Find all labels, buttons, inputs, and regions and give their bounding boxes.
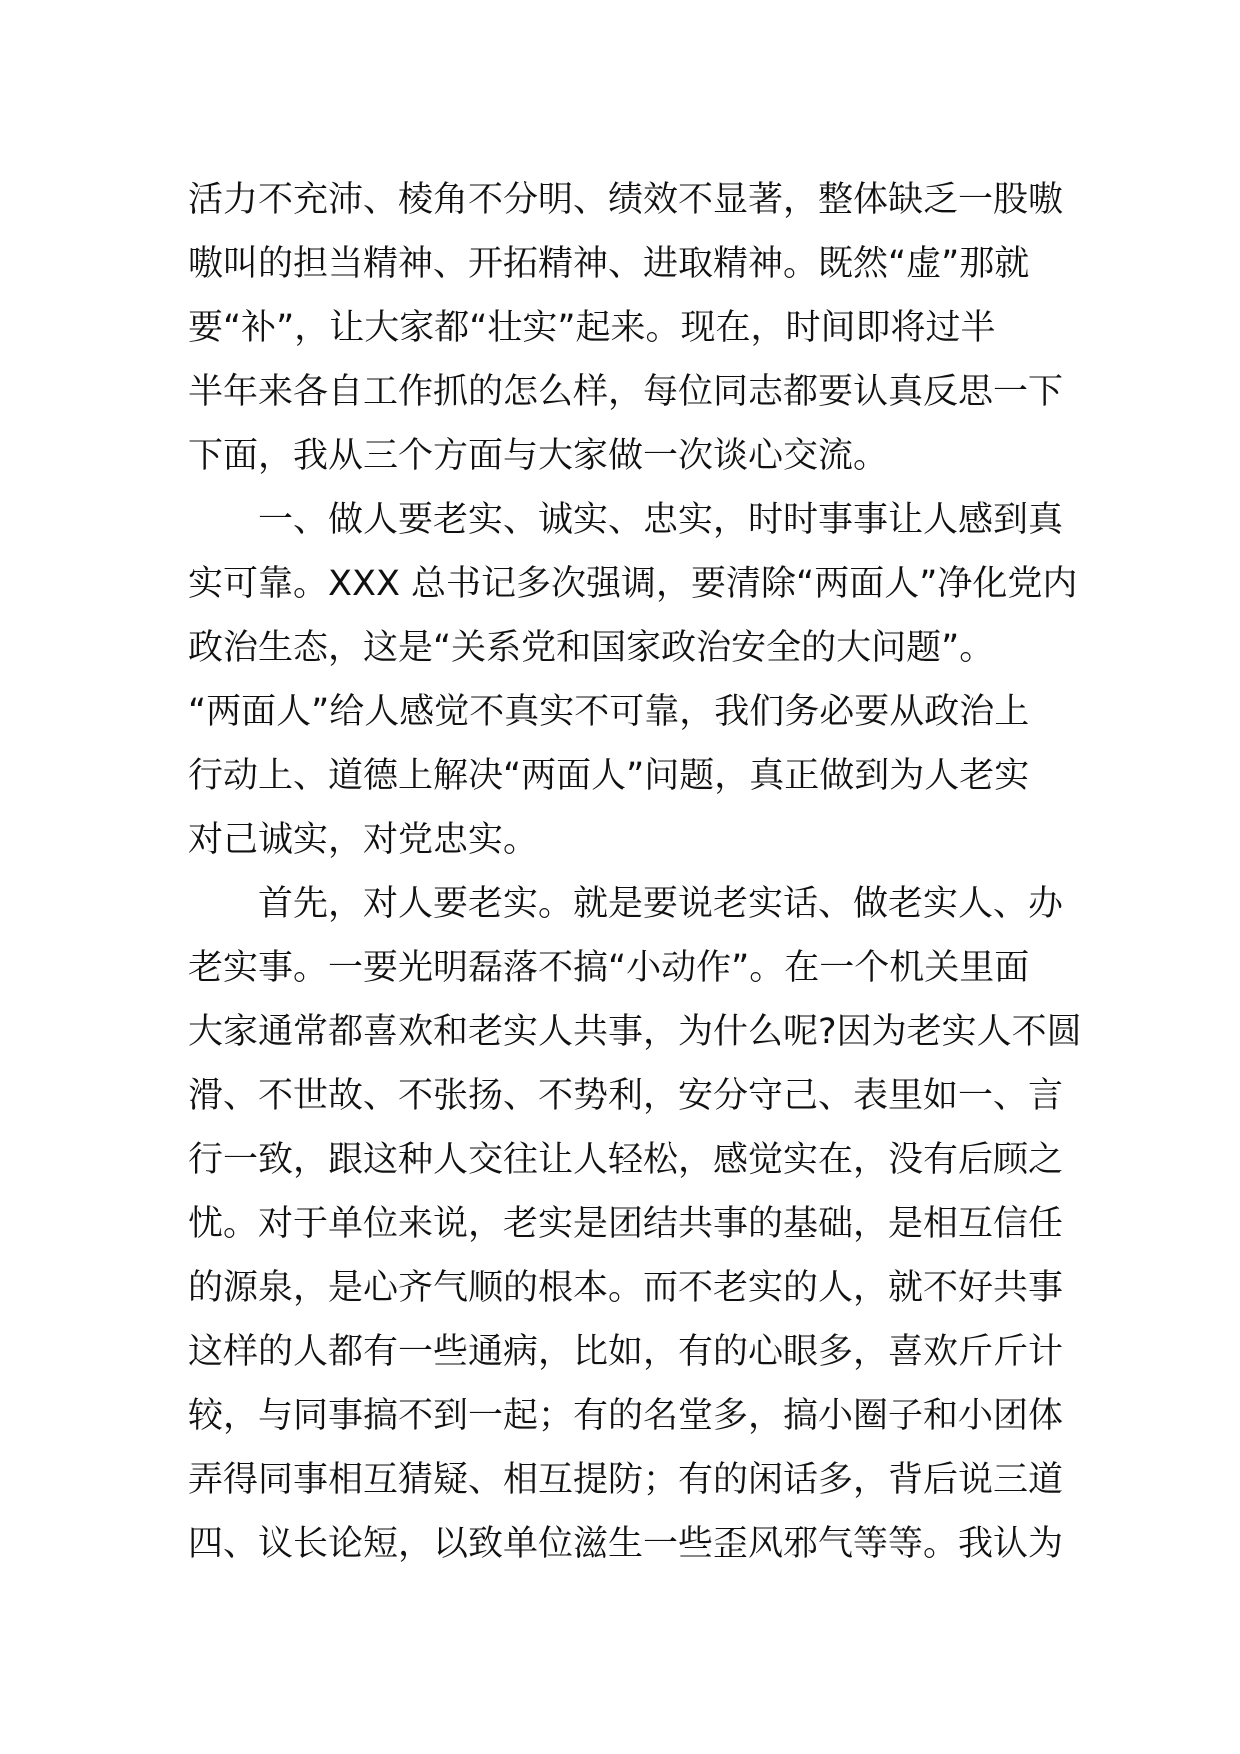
text-line: 老实事。一要光明磊落不搞“小动作”。在一个机关里面 — [188, 948, 1030, 988]
text-line: 弄得同事相互猜疑、相互提防；有的闲话多，背后说三道 — [188, 1460, 1064, 1500]
text-line: 下面，我从三个方面与大家做一次谈心交流。 — [188, 436, 889, 476]
text-line: 活力不充沛、棱角不分明、绩效不显著，整体缺乏一股嗷 — [188, 180, 1064, 220]
section-heading-line: 一、做人要老实、诚实、忠实，时时事事让人感到真 — [258, 500, 1064, 540]
text-line: 政治生态，这是“关系党和国家政治安全的大问题”。 — [188, 628, 995, 668]
text-line: 半年来各自工作抓的怎么样，每位同志都要认真反思一下 — [188, 372, 1064, 412]
text-line: 对己诚实，对党忠实。 — [188, 820, 539, 860]
text-line: 行一致，跟这种人交往让人轻松，感觉实在，没有后顾之 — [188, 1140, 1064, 1180]
text-line: 行动上、道德上解决“两面人”问题，真正做到为人老实 — [188, 756, 1030, 796]
paragraph-start-line: 首先，对人要老实。就是要说老实话、做老实人、办 — [258, 884, 1064, 924]
text-line: 忧。对于单位来说，老实是团结共事的基础，是相互信任 — [188, 1204, 1064, 1244]
text-line: 大家通常都喜欢和老实人共事，为什么呢?因为老实人不圆 — [188, 1012, 1082, 1052]
text-line: 四、议长论短，以致单位滋生一些歪风邪气等等。我认为 — [188, 1524, 1064, 1564]
text-line: 实可靠。XXX 总书记多次强调，要清除“两面人”净化党内 — [188, 564, 1078, 604]
text-line: 嗷叫的担当精神、开拓精神、进取精神。既然“虚”那就 — [188, 244, 1030, 284]
text-line: 的源泉，是心齐气顺的根本。而不老实的人，就不好共事 — [188, 1268, 1064, 1308]
text-line: “两面人”给人感觉不真实不可靠，我们务必要从政治上 — [188, 692, 1030, 732]
text-line: 要“补”，让大家都“壮实”起来。现在，时间即将过半 — [188, 308, 996, 348]
body-text — [188, 168, 1082, 1576]
text-line: 这样的人都有一些通病，比如，有的心眼多，喜欢斤斤计 — [188, 1332, 1064, 1372]
text-line: 滑、不世故、不张扬、不势利，安分守己、表里如一、言 — [188, 1076, 1064, 1116]
text-line: 较，与同事搞不到一起；有的名堂多，搞小圈子和小团体 — [188, 1396, 1064, 1436]
